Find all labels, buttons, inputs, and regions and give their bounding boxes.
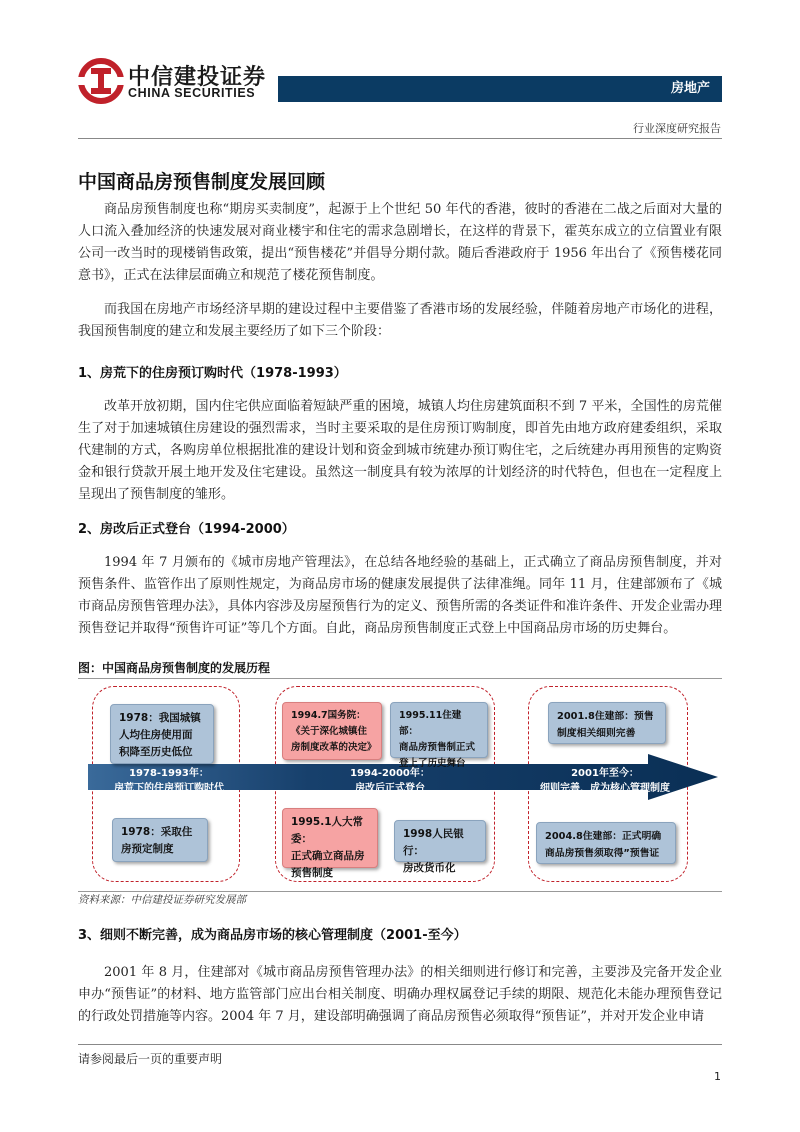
figure-title: 图：中国商品房预售制度的发展历程 [78, 661, 271, 675]
section-2-title: 2、房改后正式登台（1994-2000） [78, 522, 295, 537]
note-1978-presale-booking: 1978：采取住 房预定制度 [112, 818, 208, 862]
note-1994-7-state-council: 1994.7国务院： 《关于深化城镇住 房制度改革的决定》 [282, 702, 382, 760]
logo-text-en: CHINA SECURITIES [128, 86, 256, 100]
paragraph-2: 而我国在房地产市场经济早期的建设过程中主要借鉴了香港市场的发展经验，伴随着房地产市场化的进程，我国预售制度的建立和发展主要经历了如下三个阶段： [78, 302, 722, 339]
note-2001-8-rules: 2001.8住建部：预售 制度相关细则完善 [548, 702, 666, 744]
stage-2-label: 1994-2000年： 房改后正式登台 [350, 768, 430, 794]
paragraph-1: 商品房预售制度也称“期房买卖制度”，起源于上个世纪 50 年代的香港，彼时的香港在二战之后面对大量的人口流入叠加经济的快速发展对商业楼宇和住宅的需求急剧增长，在这样的背景下，霍英东成立的立信置业有限公司一改当时的现楼销售政策，提出“预售楼花”并倡导分期付款。随后香港政府于 1956 年出台了《预售楼花同意书》，正式在法律层面确立和规范了楼花预售制度。 [78, 202, 722, 283]
note-1995-1-npc: 1995.1人大常委： 正式确立商品房 预售制度 [282, 808, 378, 868]
stage-1-label: 1978-1993年： 房荒下的住房预订购时代 [114, 768, 224, 794]
note-1978-housing-area: 1978：我国城镇 人均住房使用面 积降至历史低位 [110, 704, 214, 764]
report-type: 行业深度研究报告 [633, 122, 721, 135]
paragraph-4: 1994 年 7 月颁布的《城市房地产管理法》，在总结各地经验的基础上，正式确立了商品房预售制度，并对预售条件、监管作出了原则性规定，为商品房市场的健康发展提供了法律准绳。同年 11 月，住建部颁布了《城市商品房预售管理办法》，具体内容涉及房屋预售行为的定义、预售所需的各类证件和准许条件、开发企业需办理预售登记并取得“预售许可证”等几个方面。自此，商品房预售制度正式登上中国商品房市场的历史舞台。 [78, 555, 722, 636]
footer-note: 请参阅最后一页的重要声明 [78, 1052, 223, 1066]
section-3-title: 3、细则不断完善，成为商品房市场的核心管理制度（2001-至今） [78, 928, 467, 943]
page-number: 1 [714, 1070, 721, 1083]
paragraph-3: 改革开放初期，国内住宅供应面临着短缺严重的困境，城镇人均住房建筑面积不到 7 平米，全国性的房荒催生了对于加速城镇住房建设的强烈需求，当时主要采取的是住房预订购制度，即首先由地方政府建委组织，采取代建制的方式，各购房单位根据批准的建设计划和资金到城市统建办预订购住宅，之后统建办再用预售的定购资金和银行贷款开展土地开发及住宅建设。虽然这一制度具有较为浓厚的计划经济的时代特色，但也在一定程度上呈现出了预售制度的雏形。 [78, 399, 722, 502]
note-1995-11-housing-ministry: 1995.11住建部： 商品房预售制正式 登上了历史舞台 [390, 702, 488, 758]
sector-bar: 房地产 [278, 76, 722, 102]
page-title: 中国商品房预售制度发展回顾 [78, 171, 326, 193]
header-divider [78, 138, 722, 139]
section-1-title: 1、房荒下的住房预订购时代（1978-1993） [78, 366, 347, 381]
figure-source: 资料来源：中信建投证券研究发展部 [78, 894, 246, 906]
note-1998-pboc: 1998人民银行： 房改货币化 [394, 820, 486, 862]
logo [78, 58, 124, 104]
china-securities-logo-icon [78, 58, 124, 104]
stage-3-label: 2001年至今： 细则完善，成为核心管理制度 [540, 768, 670, 794]
logo-text-cn: 中信建投证券 [128, 65, 267, 90]
paragraph-5: 2001 年 8 月，住建部对《城市商品房预售管理办法》的相关细则进行修订和完善，主要涉及完备开发企业申办“预售证”的材料、地方监管部门应出台相关制度、明确办理权属登记手续的期限、规范化未能办理预售登记的行政处罚措施等内容。2004 年 7 月，建设部明确强调了商品房预售必须取得“预售证”，并对开发企业申请 [78, 965, 722, 1024]
note-2004-8-presale-cert: 2004.8住建部：正式明确 商品房预售须取得”预售证 [536, 822, 676, 864]
footer-divider [78, 1044, 722, 1045]
